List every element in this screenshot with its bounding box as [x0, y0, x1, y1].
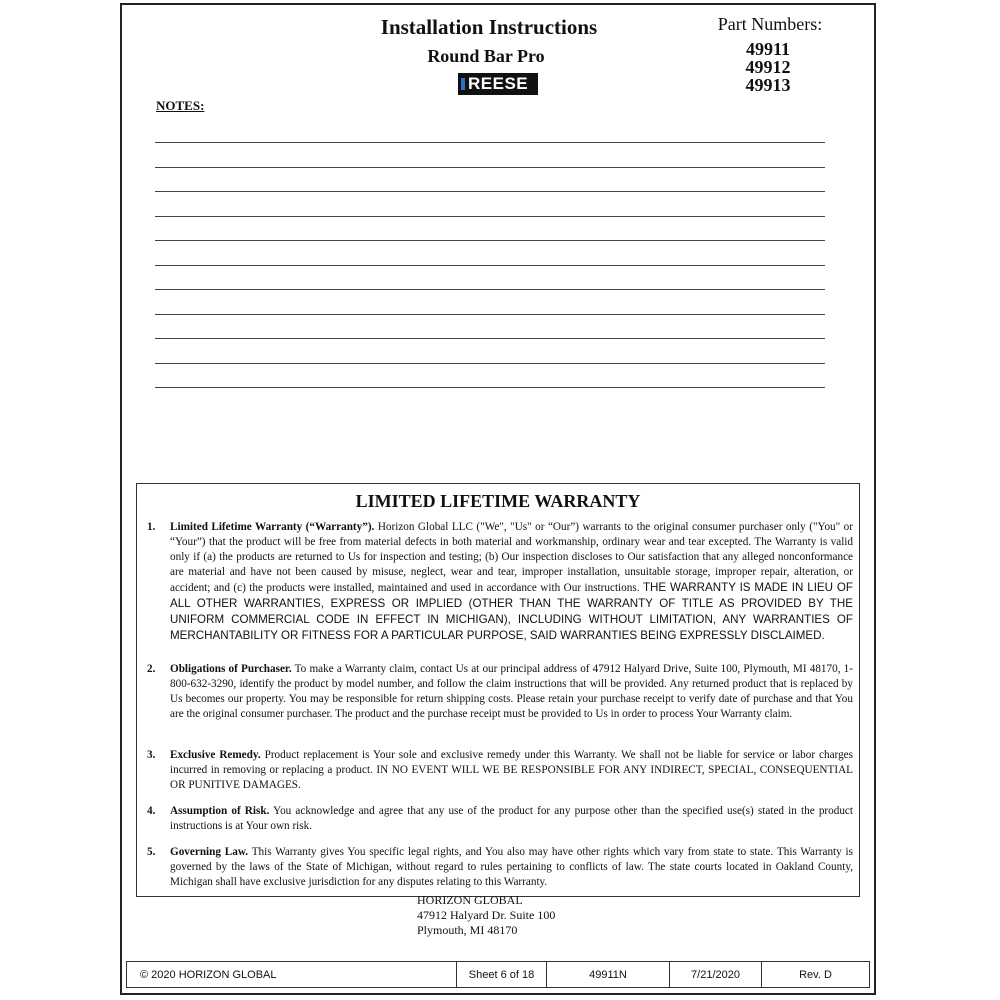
item-text: To make a Warranty claim, contact Us at our principal address of 47912 Halyard Drive, Suite 100, Plymouth, MI 48170, 1-800-632-3290, identify the product by model number, and follow the claim instructions that will be provided. Any returned product that is replaced by Us becomes our property. You may be responsible for return shipping costs. Please retain your purchase receipt to verify date of purchase and that You are the original consumer purchaser. The product and the purchase receipt must be provided to Us in order to process Your Warranty claim. [170, 663, 853, 720]
item-heading: Assumption of Risk. [170, 805, 270, 817]
note-line[interactable] [155, 142, 825, 143]
part-numbers-label: Part Numbers: [717, 14, 823, 34]
footer-doc-number: 49911N [547, 962, 670, 987]
item-number: 2. [147, 663, 156, 675]
item-disclaimer: THE WARRANTY IS MADE IN LIEU OF ALL OTHER WARRANTIES, EXPRESS OR IMPLIED (OTHER THAN THE WARRANTY OF TITLE AS PROVIDED BY THE UNIFORM COMMERCIAL CODE IN EFFECT IN MICHIGAN), INCLUDING WITHOUT LIMITATION, ANY WARRANTIES OF MERCHANTABILITY OR FITNESS FOR A PARTICULAR PURPOSE, SAID WARRANTIES BEING EXPRESSLY DISCLAIMED. [170, 581, 853, 642]
item-number: 5. [147, 846, 156, 858]
part-number: 49912 [745, 57, 791, 77]
item-heading: Exclusive Remedy. [170, 749, 261, 761]
warranty-item [147, 520, 853, 644]
warranty-item [147, 845, 853, 890]
reese-logo: REESE [458, 73, 538, 95]
part-number: 49911 [745, 39, 790, 59]
note-line[interactable] [155, 265, 825, 266]
company-address [417, 893, 555, 938]
warranty-item [147, 748, 853, 793]
item-text: You acknowledge and agree that any use of the product for any purpose other than the specified use(s) stated in the product instructions is at Your own risk. [170, 805, 853, 832]
item-heading: Obligations of Purchaser. [170, 663, 292, 675]
part-number: 49913 [745, 75, 791, 95]
note-line[interactable] [155, 167, 825, 168]
item-number: 3. [147, 749, 156, 761]
warranty-item [147, 662, 853, 722]
note-line[interactable] [155, 314, 825, 315]
product-name: Round Bar Pro [427, 46, 545, 66]
item-text: Product replacement is Your sole and exclusive remedy under this Warranty. We shall not be liable for service or labor charges incurred in removing or replacing a product. IN NO EVENT WILL WE BE RESPONSIBLE FOR ANY INDIRECT, SPECIAL, CONSEQUENTIAL OR PUNITIVE DAMAGES. [170, 749, 853, 791]
note-line[interactable] [155, 338, 825, 339]
item-number: 1. [147, 521, 156, 533]
note-line[interactable] [155, 216, 825, 217]
note-line[interactable] [155, 289, 825, 290]
address-line: 47912 Halyard Dr. Suite 100 [417, 908, 556, 922]
address-line: HORIZON GLOBAL [417, 893, 523, 907]
item-heading: Limited Lifetime Warranty (“Warranty”). [170, 521, 375, 533]
page-footer [126, 961, 870, 988]
footer-date: 7/21/2020 [670, 962, 762, 987]
warranty-heading: LIMITED LIFETIME WARRANTY [355, 491, 641, 511]
warranty-box [136, 483, 860, 897]
item-heading: Governing Law. [170, 846, 249, 858]
footer-copyright: © 2020 HORIZON GLOBAL [127, 962, 457, 987]
note-line[interactable] [155, 191, 825, 192]
note-line[interactable] [155, 363, 825, 364]
warranty-item [147, 804, 853, 834]
part-numbers-list [728, 40, 808, 94]
footer-sheet: Sheet 6 of 18 [457, 962, 547, 987]
item-text: This Warranty gives You specific legal rights, and You also may have other rights which vary from state to state. This Warranty is governed by the laws of the State of Michigan, without regard to rules pertaining to conflicts of law. The state courts located in Oakland County, Michigan shall have exclusive jurisdiction for any disputes relating to this Warranty. [170, 846, 853, 888]
item-text: Horizon Global LLC ("We", "Us" or “Our”) warrants to the original consumer purchaser only ("You" or “Your”) that the product will be free from material defects in both material and workmanship, ordinary wear and tear excepted. The Warranty is valid only if (a) the products are returned to Us for inspection and testing; (b) Our inspection discloses to Our satisfaction that any alleged nonconformance are material and have not been caused by misuse, neglect, wear and tear, improper installation, unsuitable storage, improper repair, alteration, or accident; and (c) the products were installed, maintained and used in accordance with Our instructions. [170, 521, 853, 594]
note-line[interactable] [155, 387, 825, 388]
address-line: Plymouth, MI 48170 [417, 923, 518, 937]
document-title: Installation Instructions [380, 15, 598, 39]
footer-revision: Rev. D [799, 968, 832, 981]
note-line[interactable] [155, 240, 825, 241]
notes-label: NOTES: [156, 98, 205, 113]
item-number: 4. [147, 805, 156, 817]
